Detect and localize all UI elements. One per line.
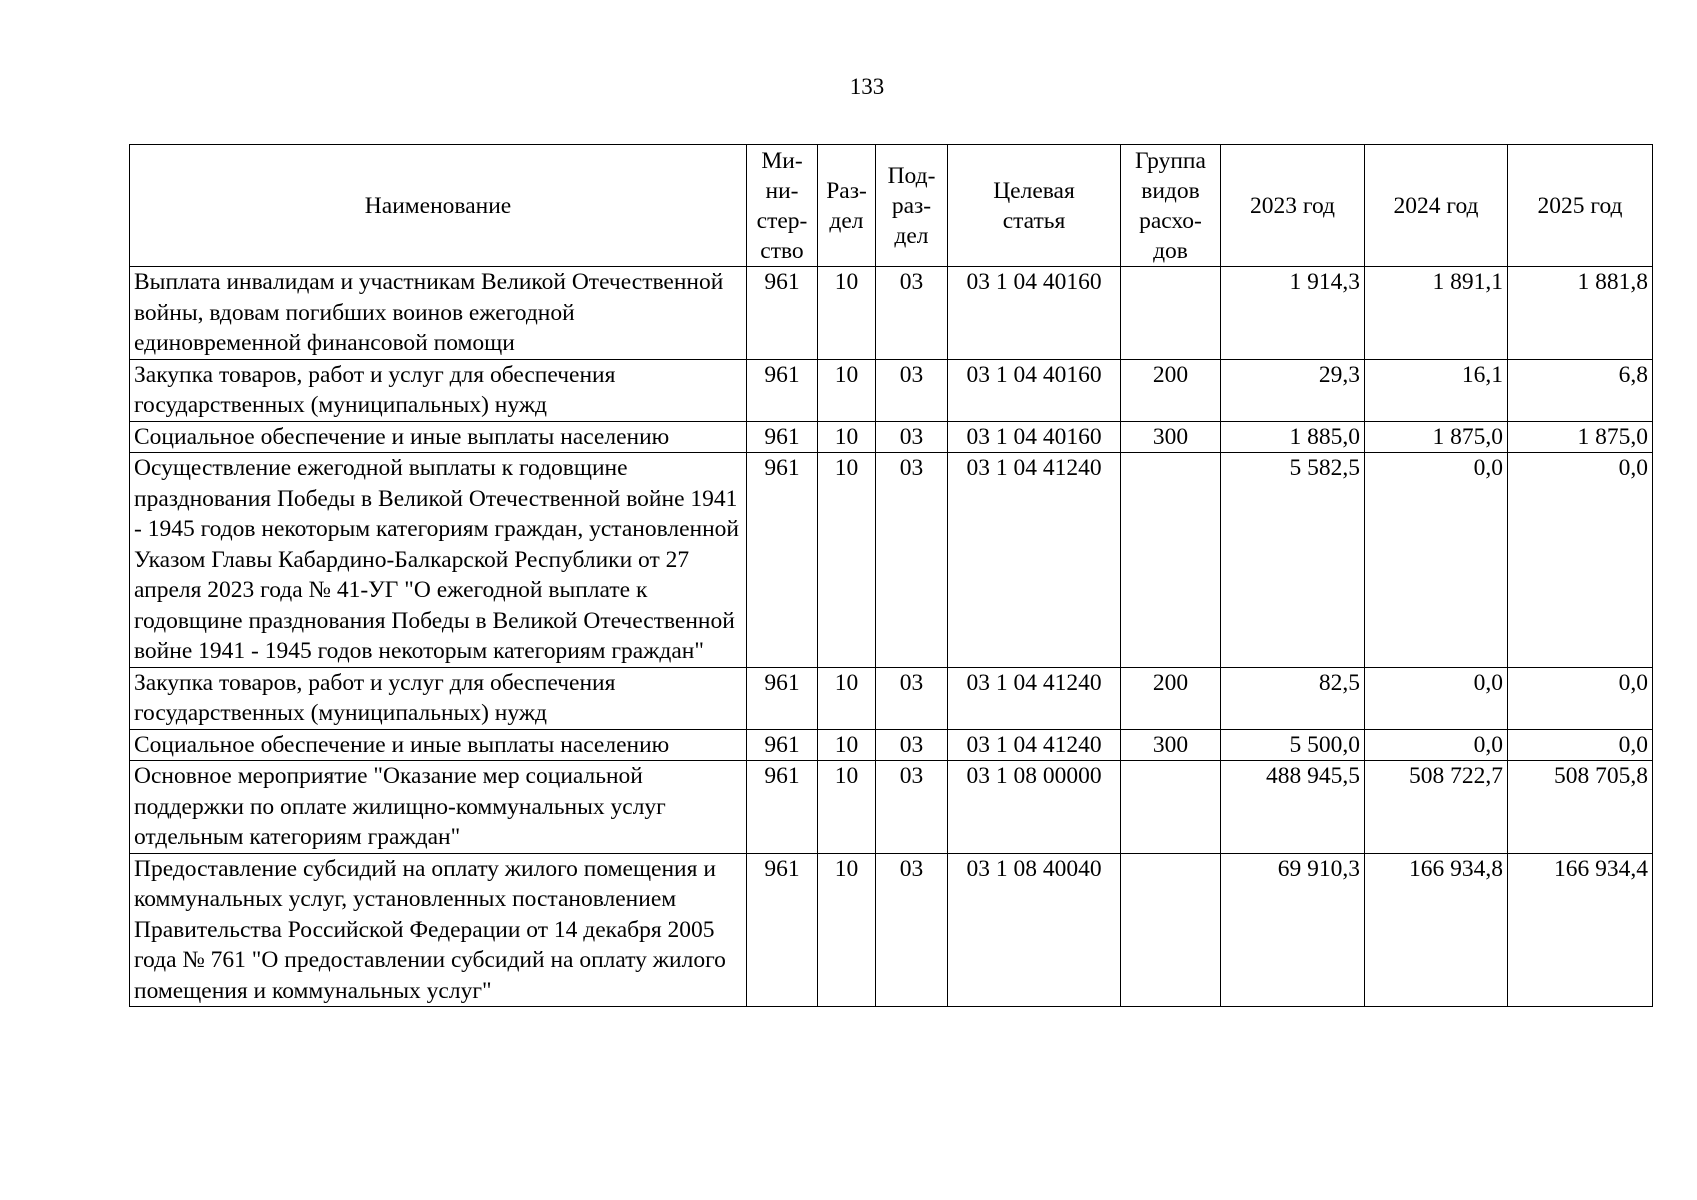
row-expense-group: 200 — [1121, 359, 1221, 421]
header-name: Наименование — [130, 145, 747, 267]
row-target-article: 03 1 04 41240 — [948, 729, 1121, 761]
row-subsection: 03 — [876, 761, 948, 854]
row-subsection: 03 — [876, 853, 948, 1007]
row-amount-2025: 1 881,8 — [1508, 267, 1653, 360]
row-amount-2023: 1 914,3 — [1221, 267, 1365, 360]
row-section: 10 — [818, 359, 876, 421]
row-ministry: 961 — [747, 421, 818, 453]
header-section — [818, 145, 876, 267]
table-row — [130, 453, 1653, 668]
row-name: Социальное обеспечение и иные выплаты населению — [130, 729, 747, 761]
row-ministry: 961 — [747, 729, 818, 761]
row-target-article: 03 1 04 40160 — [948, 421, 1121, 453]
row-amount-2024: 166 934,8 — [1365, 853, 1508, 1007]
row-amount-2023: 5 582,5 — [1221, 453, 1365, 668]
row-name: Социальное обеспечение и иные выплаты населению — [130, 421, 747, 453]
row-ministry: 961 — [747, 453, 818, 668]
row-amount-2023: 82,5 — [1221, 667, 1365, 729]
header-year-2024: 2024 год — [1365, 145, 1508, 267]
header-ministry-label: Ми- ни- стер- ство — [756, 147, 808, 264]
row-amount-2025: 508 705,8 — [1508, 761, 1653, 854]
row-ministry: 961 — [747, 761, 818, 854]
row-amount-2023: 29,3 — [1221, 359, 1365, 421]
row-name: Предоставление субсидий на оплату жилого помещения и коммунальных услуг, установленных постановлением Правительства Российской Федерации от 14 декабря 2005 года № 761 "О предоставлении субсидий на оплату жилого помещения и коммунальных услуг" — [130, 853, 747, 1007]
table-row — [130, 359, 1653, 421]
row-target-article: 03 1 08 40040 — [948, 853, 1121, 1007]
row-target-article: 03 1 04 40160 — [948, 267, 1121, 360]
row-target-article: 03 1 04 40160 — [948, 359, 1121, 421]
row-subsection: 03 — [876, 729, 948, 761]
row-amount-2024: 0,0 — [1365, 729, 1508, 761]
row-subsection: 03 — [876, 421, 948, 453]
row-amount-2023: 1 885,0 — [1221, 421, 1365, 453]
row-section: 10 — [818, 729, 876, 761]
row-amount-2024: 0,0 — [1365, 667, 1508, 729]
row-amount-2025: 0,0 — [1508, 667, 1653, 729]
row-subsection: 03 — [876, 667, 948, 729]
row-subsection: 03 — [876, 359, 948, 421]
row-expense-group: 300 — [1121, 421, 1221, 453]
row-ministry: 961 — [747, 267, 818, 360]
row-section: 10 — [818, 421, 876, 453]
table-row — [130, 853, 1653, 1007]
row-section: 10 — [818, 453, 876, 668]
row-expense-group — [1121, 761, 1221, 854]
row-amount-2023: 5 500,0 — [1221, 729, 1365, 761]
header-target-article — [948, 145, 1121, 267]
row-subsection: 03 — [876, 453, 948, 668]
row-amount-2023: 488 945,5 — [1221, 761, 1365, 854]
row-name: Основное мероприятие "Оказание мер социальной поддержки по оплате жилищно-коммунальных услуг отдельным категориям граждан" — [130, 761, 747, 854]
table-body — [130, 267, 1653, 1007]
row-target-article: 03 1 04 41240 — [948, 667, 1121, 729]
table-header — [130, 145, 1653, 267]
row-expense-group: 200 — [1121, 667, 1221, 729]
budget-table — [129, 144, 1653, 1007]
row-expense-group — [1121, 267, 1221, 360]
row-target-article: 03 1 08 00000 — [948, 761, 1121, 854]
table-row — [130, 421, 1653, 453]
row-section: 10 — [818, 667, 876, 729]
row-section: 10 — [818, 853, 876, 1007]
header-year-2023: 2023 год — [1221, 145, 1365, 267]
row-ministry: 961 — [747, 853, 818, 1007]
row-amount-2024: 1 891,1 — [1365, 267, 1508, 360]
row-amount-2025: 166 934,4 — [1508, 853, 1653, 1007]
header-section-label: Раз- дел — [826, 177, 867, 234]
row-section: 10 — [818, 761, 876, 854]
header-target-article-label: Целевая статья — [993, 177, 1075, 234]
header-expense-group-label: Группа видов расхо- дов — [1135, 147, 1206, 264]
row-expense-group — [1121, 853, 1221, 1007]
row-expense-group — [1121, 453, 1221, 668]
row-amount-2024: 1 875,0 — [1365, 421, 1508, 453]
row-amount-2023: 69 910,3 — [1221, 853, 1365, 1007]
page-number: 133 — [849, 74, 885, 99]
row-target-article: 03 1 04 41240 — [948, 453, 1121, 668]
table-row — [130, 667, 1653, 729]
row-amount-2024: 16,1 — [1365, 359, 1508, 421]
header-subsection — [876, 145, 948, 267]
table-row — [130, 729, 1653, 761]
header-year-2025: 2025 год — [1508, 145, 1653, 267]
row-name: Выплата инвалидам и участникам Великой Отечественной войны, вдовам погибших воинов ежегодной единовременной финансовой помощи — [130, 267, 747, 360]
row-amount-2025: 0,0 — [1508, 729, 1653, 761]
header-subsection-label: Под- раз- дел — [887, 162, 936, 249]
row-amount-2024: 0,0 — [1365, 453, 1508, 668]
row-expense-group: 300 — [1121, 729, 1221, 761]
row-amount-2024: 508 722,7 — [1365, 761, 1508, 854]
row-amount-2025: 1 875,0 — [1508, 421, 1653, 453]
row-amount-2025: 0,0 — [1508, 453, 1653, 668]
table-row — [130, 761, 1653, 854]
row-ministry: 961 — [747, 667, 818, 729]
row-name: Осуществление ежегодной выплаты к годовщине празднования Победы в Великой Отечественной войне 1941 - 1945 годов некоторым категориям граждан, установленной Указом Главы Кабардино-Балкарской Республики от 27 апреля 2023 года № 41-УГ "О ежегодной выплате к годовщине празднования Победы в Великой Отечественной войне 1941 - 1945 годов некоторым категориям граждан" — [130, 453, 747, 668]
header-expense-group — [1121, 145, 1221, 267]
row-name: Закупка товаров, работ и услуг для обеспечения государственных (муниципальных) нужд — [130, 359, 747, 421]
row-ministry: 961 — [747, 359, 818, 421]
table-row — [130, 267, 1653, 360]
row-section: 10 — [818, 267, 876, 360]
row-name: Закупка товаров, работ и услуг для обеспечения государственных (муниципальных) нужд — [130, 667, 747, 729]
header-ministry — [747, 145, 818, 267]
row-amount-2025: 6,8 — [1508, 359, 1653, 421]
row-subsection: 03 — [876, 267, 948, 360]
